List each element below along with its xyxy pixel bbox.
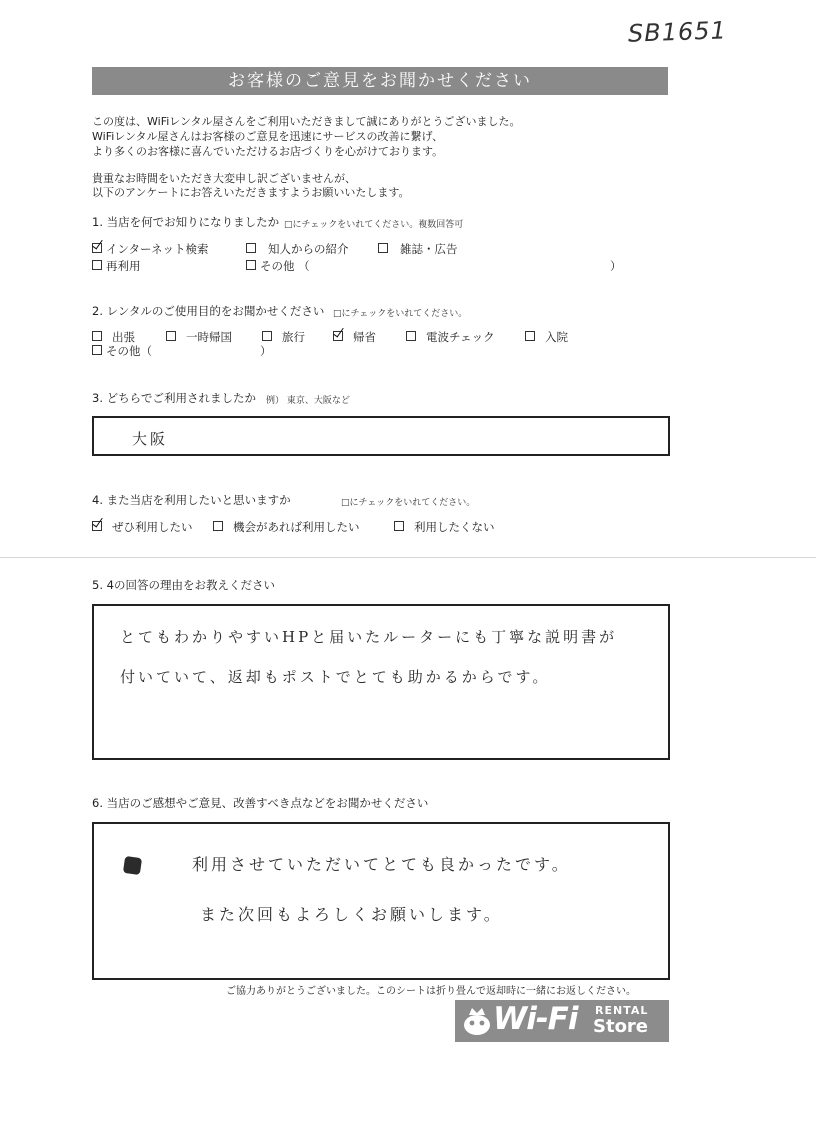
checkbox-icon[interactable] [262,331,272,341]
q1-option-other[interactable]: その他 （ [246,258,310,274]
q2-note: □にチェックをいれてください。 [333,309,468,319]
q2-option-other[interactable]: その他（ [92,343,152,359]
intro-line-3: より多くのお客様に喜んでいただけるお店づくりを心がけております。 [92,145,444,158]
q4-label: 4. また当店を利用したいと思いますか [92,493,291,507]
checkbox-icon[interactable] [92,345,102,355]
checkbox-icon[interactable] [246,243,256,253]
serial-number: SB1651 [627,16,728,48]
q4-option-definitely[interactable]: ぜひ利用したい [92,519,193,535]
wifi-rental-store-logo [455,1000,669,1042]
q3-answer-box[interactable] [92,416,670,456]
checkbox-icon[interactable] [213,521,223,531]
q3-note: 例） 東京、大阪など [266,396,350,406]
q2-option-business[interactable]: 出張 [92,329,135,345]
q1-option-magazine[interactable]: 雑誌・広告 [378,241,458,257]
form-title: お客様のご意見をお聞かせください [92,67,668,95]
checkbox-checked-icon[interactable] [333,331,343,341]
intro-line-4: 貴重なお時間をいただき大変申し訳ございませんが、 [92,172,356,185]
q2-option-signal-check[interactable]: 電波チェック [406,329,495,345]
ink-blot [123,856,142,875]
q6-answer-line-1: 利用させていただいてとても良かったです。 [192,855,571,874]
q5-answer-box[interactable] [92,604,670,760]
q6-answer-line-2: また次回もよろしくお願いします。 [200,905,503,924]
q2-option-travel[interactable]: 旅行 [262,329,305,345]
checkbox-checked-icon[interactable] [92,521,102,531]
checkbox-icon[interactable] [92,331,102,341]
q2-other-close: ） [260,344,272,358]
q6-label: 6. 当店のご感想やご意見、改善すべき点などをお聞かせください [92,796,429,810]
checkbox-icon[interactable] [394,521,404,531]
q2-option-hospital[interactable]: 入院 [525,329,568,345]
q2-label: 2. レンタルのご使用目的をお聞かせください [92,304,325,318]
q1-option-reuse[interactable]: 再利用 [92,258,141,274]
checkbox-icon[interactable] [406,331,416,341]
q4-option-if-chance[interactable]: 機会があれば利用したい [213,519,360,535]
logo-store-text: Store [593,1016,649,1037]
fold-line [0,557,816,558]
checkbox-icon[interactable] [378,243,388,253]
q4-option-no[interactable]: 利用したくない [394,519,495,535]
q1-label: 1. 当店を何でお知りになりましたか [92,215,280,229]
q6-answer-box[interactable] [92,822,670,980]
checkbox-icon[interactable] [92,260,102,270]
q5-label: 5. 4の回答の理由をお教えください [92,578,275,592]
q1-note: □にチェックをいれてください。複数回答可 [284,220,464,230]
checkbox-icon[interactable] [166,331,176,341]
checkbox-icon[interactable] [246,260,256,270]
q1-option-referral[interactable]: 知人からの紹介 [246,241,349,257]
intro-line-5: 以下のアンケートにお答えいただきますようお願いいたします。 [92,186,410,199]
q4-note: □にチェックをいれてください。 [341,498,476,508]
q1-option-internet[interactable]: インターネット検索 [92,241,208,257]
q5-answer-line-1: とてもわかりやすいHPと届いたルーターにも丁寧な説明書が [120,628,618,646]
logo-wifi-text: Wi-Fi [493,1001,578,1037]
checkbox-icon[interactable] [525,331,535,341]
logo-rental-text: RENTAL [595,1004,649,1017]
intro-line-2: WiFiレンタル屋さんはお客様のご意見を迅速にサービスの改善に繋げ、 [92,130,444,143]
mascot-icon [461,1006,493,1036]
q2-option-temporary-return[interactable]: 一時帰国 [166,329,232,345]
q3-answer: 大阪 [132,430,169,448]
q1-other-close: ） [610,259,622,273]
q5-answer-line-2: 付いていて、返却もポストでとても助かるからです。 [120,668,551,686]
intro-line-1: この度は、WiFiレンタル屋さんをご利用いただきまして誠にありがとうございました。 [92,115,521,128]
footer-note: ご協力ありがとうございました。このシートは折り畳んで返却時に一緒にお返しください。 [226,986,636,997]
checkbox-checked-icon[interactable] [92,243,102,253]
q3-label: 3. どちらでご利用されましたか [92,391,257,405]
q2-option-homecoming[interactable]: 帰省 [333,329,376,345]
